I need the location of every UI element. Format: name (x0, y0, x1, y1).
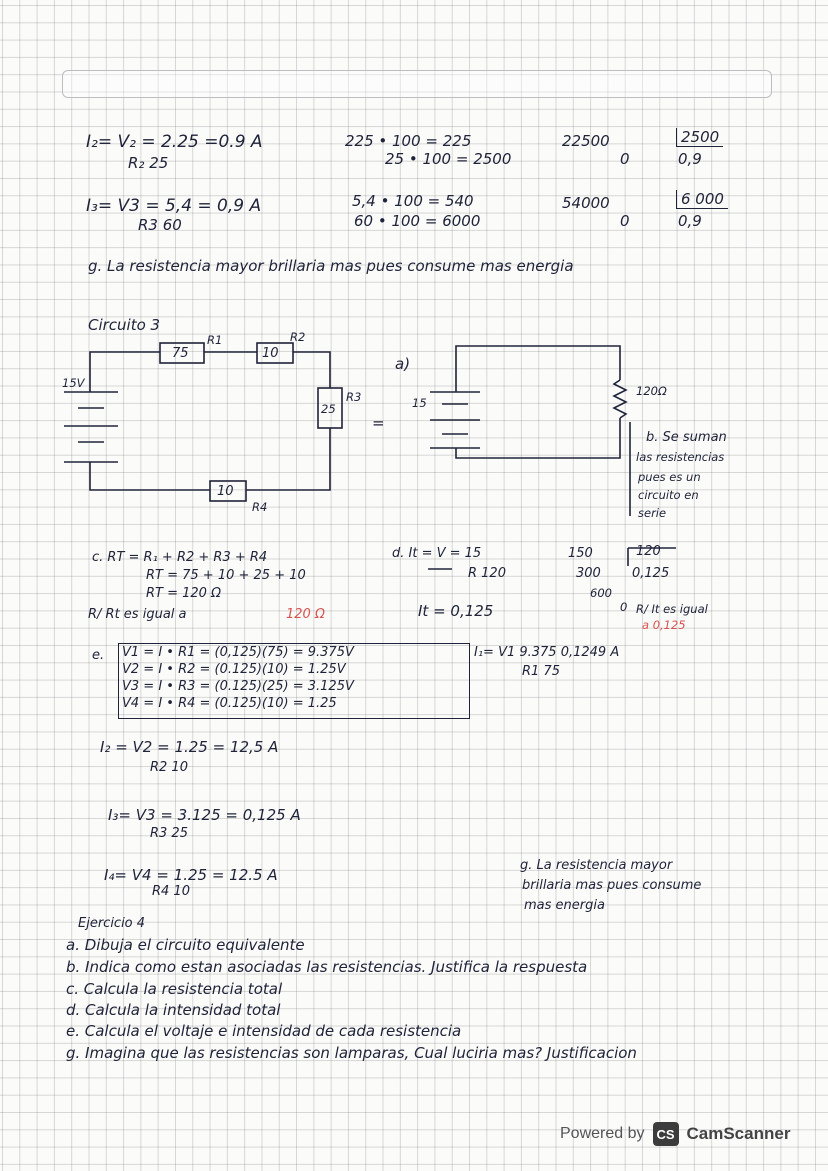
d-div-step2: 600 (590, 586, 612, 600)
division1-result: 0,9 (678, 150, 702, 168)
division2-result: 0,9 (678, 212, 702, 230)
exercise4-item-e: e. Calcula el voltaje e intensidad de cada resistencia (66, 1022, 462, 1040)
exercise4-title: Ejercicio 4 (78, 916, 146, 931)
g-answer2-line-1: g. La resistencia mayor (520, 858, 673, 873)
e-row-v3: V3 = I • R3 = (0.125)(25) = 3.125V (122, 679, 354, 694)
equals-sign: = (372, 414, 385, 432)
i2-denominator: R₂ 25 (128, 154, 169, 172)
camscanner-brand: CamScanner (686, 1124, 791, 1143)
d-line-2: It = 0,125 (418, 602, 494, 620)
c-note: R/ Rt es igual a (88, 607, 187, 622)
exercise4-item-b: b. Indica como estan asociadas las resistencias. Justifica la respuesta (66, 958, 588, 976)
d-note: R/ It es igual (636, 602, 708, 616)
b-answer-line-2: las resistencias (636, 450, 725, 464)
division1-divisor: 2500 (676, 128, 723, 147)
i3-equation: I₃= V3 = 5,4 = 0,9 A (86, 196, 262, 216)
division2-divisor: 6 000 (676, 190, 728, 209)
c-line-3: RT = 120 Ω (146, 586, 222, 601)
r4-label: R4 (252, 500, 268, 514)
r3-label: R3 (346, 390, 362, 404)
g-answer-top: g. La resistencia mayor brillaria mas pues consume mas energia (88, 257, 574, 275)
d-div-result: 0,125 (632, 566, 670, 581)
i2-equation: I₂= V₂ = 2.25 =0.9 A (86, 132, 263, 152)
r1-label: R1 (207, 333, 223, 347)
d-div-dividend: 150 (568, 546, 593, 561)
part-a-label: a) (395, 355, 411, 373)
powered-by-text: Powered by (560, 1125, 645, 1142)
division2-dividend: 54000 (562, 194, 610, 212)
r1-value: 75 (172, 346, 189, 361)
d-note-2: a 0,125 (642, 618, 686, 632)
equiv-resistor-label: 120Ω (636, 384, 667, 398)
c-note-value: 120 Ω (286, 607, 325, 622)
calc1-line-b: 25 • 100 = 2500 (385, 150, 512, 168)
b-answer-line-5: serie (638, 506, 667, 520)
i3-current: I₃= V3 = 3.125 = 0,125 A (108, 806, 301, 824)
b-answer-line-4: circuito en (638, 488, 699, 502)
i2-current: I₂ = V2 = 1.25 = 12,5 A (100, 738, 279, 756)
d-div-divisor: 120 (636, 544, 661, 559)
r2-value: 10 (262, 346, 279, 361)
calc2-line-a: 5,4 • 100 = 540 (352, 192, 474, 210)
d-div-step1: 300 (576, 566, 601, 581)
calc1-line-a: 225 • 100 = 225 (345, 132, 472, 150)
g-answer2-line-2: brillaria mas pues consume (522, 878, 702, 893)
zigzag-resistor (614, 380, 626, 418)
circuit3-title: Circuito 3 (88, 316, 161, 334)
equiv-battery-label: 15 (412, 396, 427, 410)
b-answer-line-1: b. Se suman (646, 430, 727, 445)
d-denominator: R 120 (468, 566, 506, 581)
i3-current-den: R3 25 (150, 826, 188, 841)
e-label: e. (92, 648, 105, 663)
exercise4-item-a: a. Dibuja el circuito equivalente (66, 936, 305, 954)
i1-equation: I₁= V1 9.375 0,1249 A (474, 645, 620, 660)
battery-label: 15V (62, 376, 85, 390)
e-row-v2: V2 = I • R2 = (0.125)(10) = 1.25V (122, 662, 346, 677)
i1-denominator: R1 75 (522, 664, 560, 679)
g-answer2-line-3: mas energia (524, 898, 605, 913)
camscanner-footer (560, 1122, 790, 1146)
i3-denominator: R3 60 (138, 216, 182, 234)
d-div-remainder: 0 (620, 600, 628, 614)
e-row-v1: V1 = I • R1 = (0,125)(75) = 9.375V (122, 645, 354, 660)
wire-left-top (90, 352, 160, 392)
r4-value: 10 (217, 484, 234, 499)
i4-current-den: R4 10 (152, 884, 190, 899)
exercise4-item-g: g. Imagina que las resistencias son lamparas, Cual luciria mas? Justificacion (66, 1044, 637, 1062)
d-line-1: d. It = V = 15 (392, 546, 482, 561)
b-answer-line-3: pues es un (638, 470, 701, 484)
r3-value: 25 (321, 402, 336, 416)
e-row-v4: V4 = I • R4 = (0.125)(10) = 1.25 (122, 696, 337, 711)
exercise4-item-c: c. Calcula la resistencia total (66, 980, 283, 998)
r2-label: R2 (290, 330, 306, 344)
division2-remainder: 0 (620, 212, 630, 230)
c-line-1: c. RT = R₁ + R2 + R3 + R4 (92, 550, 268, 565)
c-line-2: RT = 75 + 10 + 25 + 10 (146, 568, 306, 583)
i2-current-den: R2 10 (150, 760, 188, 775)
i4-current: I₄= V4 = 1.25 = 12.5 A (104, 866, 278, 884)
exercise4-item-d: d. Calcula la intensidad total (66, 1001, 281, 1019)
division1-dividend: 22500 (562, 132, 610, 150)
division1-remainder: 0 (620, 150, 630, 168)
calc2-line-b: 60 • 100 = 6000 (354, 212, 481, 230)
camscanner-logo-icon: CS (653, 1122, 679, 1146)
